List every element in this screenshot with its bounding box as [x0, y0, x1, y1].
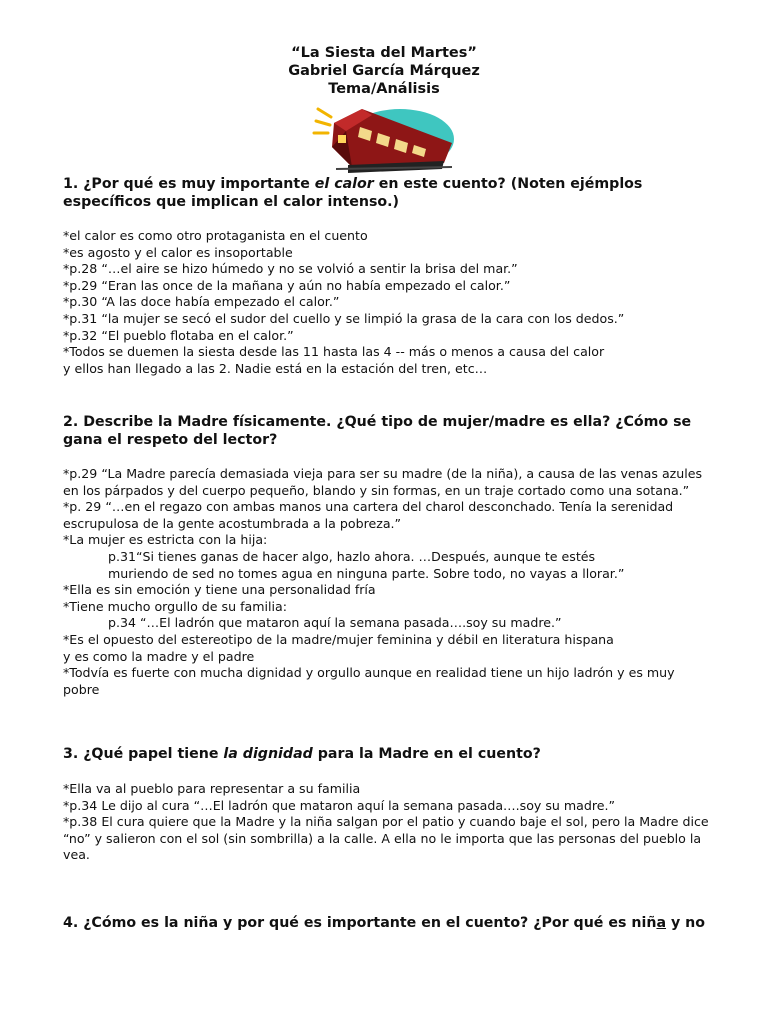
question-number: 1.: [63, 176, 79, 192]
quote-line: p.34 “…El ladrón que mataron aquí la semana pasada….soy su madre.”: [108, 615, 562, 631]
emphasized-phrase: el calor: [314, 176, 374, 192]
emphasized-phrase: la dignidad: [223, 746, 313, 762]
document-subtitle: Tema/Análisis: [328, 81, 440, 97]
answer-line: *p.29 “Eran las once de la mañana y aún no había empezado el calor.”: [63, 277, 511, 293]
answer-3: [63, 781, 713, 864]
answer-line: *Todos se duemen la siesta desde las 11 hasta las 4 -- más o menos a causa del calor: [63, 344, 605, 360]
document-header: [0, 44, 768, 98]
answer-line: *p.34 Le dijo al cura “…El ladrón que mataron aquí la semana pasada….soy su madre.”: [63, 797, 616, 813]
answer-line: *p.28 “…el aire se hizo húmedo y no se volvió a sentir la brisa del mar.”: [63, 261, 518, 277]
story-title: “La Siesta del Martes”: [291, 45, 477, 61]
answer-line: *Ella es sin emoción y tiene una personalidad fría: [63, 582, 376, 598]
answer-line: *p.31 “la mujer se secó el sudor del cuello y se limpió la grasa de la cara con los dedos.”: [63, 310, 625, 326]
answer-line: *Ella va al pueblo para representar a su familia: [63, 781, 361, 796]
answer-line: *p.32 “El pueblo flotaba en el calor.”: [63, 327, 294, 343]
train-clipart-icon: [312, 103, 454, 179]
question-3: 3. ¿Qué papel tiene la dignidad para la Madre en el cuento?: [63, 746, 541, 762]
underlined-letter: a: [656, 915, 667, 931]
question-1: 1. ¿Por qué es muy importante el calor en este cuento? (Noten ejémplos específicos que implican el calor intenso.): [63, 176, 643, 210]
question-4: 4. ¿Cómo es la niña y por qué es importante en el cuento? ¿Por qué es niña y no: [63, 915, 705, 931]
answer-line: *p.30 “A las doce había empezado el calor.”: [63, 294, 340, 310]
answer-paragraph: *p.38 El cura quiere que la Madre y la niña salgan por el patio y cuando baje el sol, pero la Madre dice “no” y salieron con el sol (sin sombrilla) a la calle. A ella no le importa que las personas del pueblo la vea.: [63, 814, 709, 863]
answer-1: [63, 228, 713, 377]
question-2: 2. Describe la Madre físicamente. ¿Qué tipo de mujer/madre es ella? ¿Cómo se gana el respeto del lector?: [63, 414, 692, 448]
answer-line: *Es el opuesto del estereotipo de la madre/mujer feminina y débil en literatura hispana: [63, 631, 614, 647]
answer-line: *Tiene mucho orgullo de su familia:: [63, 598, 287, 614]
quote-line: muriendo de sed no tomes agua en ninguna parte. Sobre todo, no vayas a llorar.”: [108, 565, 625, 581]
answer-line: y es como la madre y el padre: [63, 648, 255, 664]
quote-line: p.31“Si tienes ganas de hacer algo, hazlo ahora. …Después, aunque te estés: [108, 548, 596, 564]
answer-line: *es agosto y el calor es insoportable: [63, 244, 293, 260]
answer-paragraph: *Todvía es fuerte con mucha dignidad y orgullo aunque en realidad tiene un hijo ladrón y es muy pobre: [63, 665, 675, 697]
answer-paragraph: *p. 29 “…en el regazo con ambas manos una cartera del charol desconchado. Tenía la serenidad escrupulosa de la gente acostumbrada a la pobreza.”: [63, 499, 674, 531]
answer-paragraph: *p.29 “La Madre parecía demasiada vieja para ser su madre (de la niña), a causa de las venas azules en los párpados y del cuerpo pequeño, blando y sin formas, en un traje cortado como una sotana.”: [63, 466, 703, 498]
answer-line: y ellos han llegado a las 2. Nadie está en la estación del tren, etc…: [63, 360, 488, 376]
answer-line: *La mujer es estricta con la hija:: [63, 532, 268, 548]
author-name: Gabriel García Márquez: [288, 63, 480, 79]
answer-line: *el calor es como otro protaganista en el cuento: [63, 228, 368, 243]
answer-2: [63, 466, 713, 698]
